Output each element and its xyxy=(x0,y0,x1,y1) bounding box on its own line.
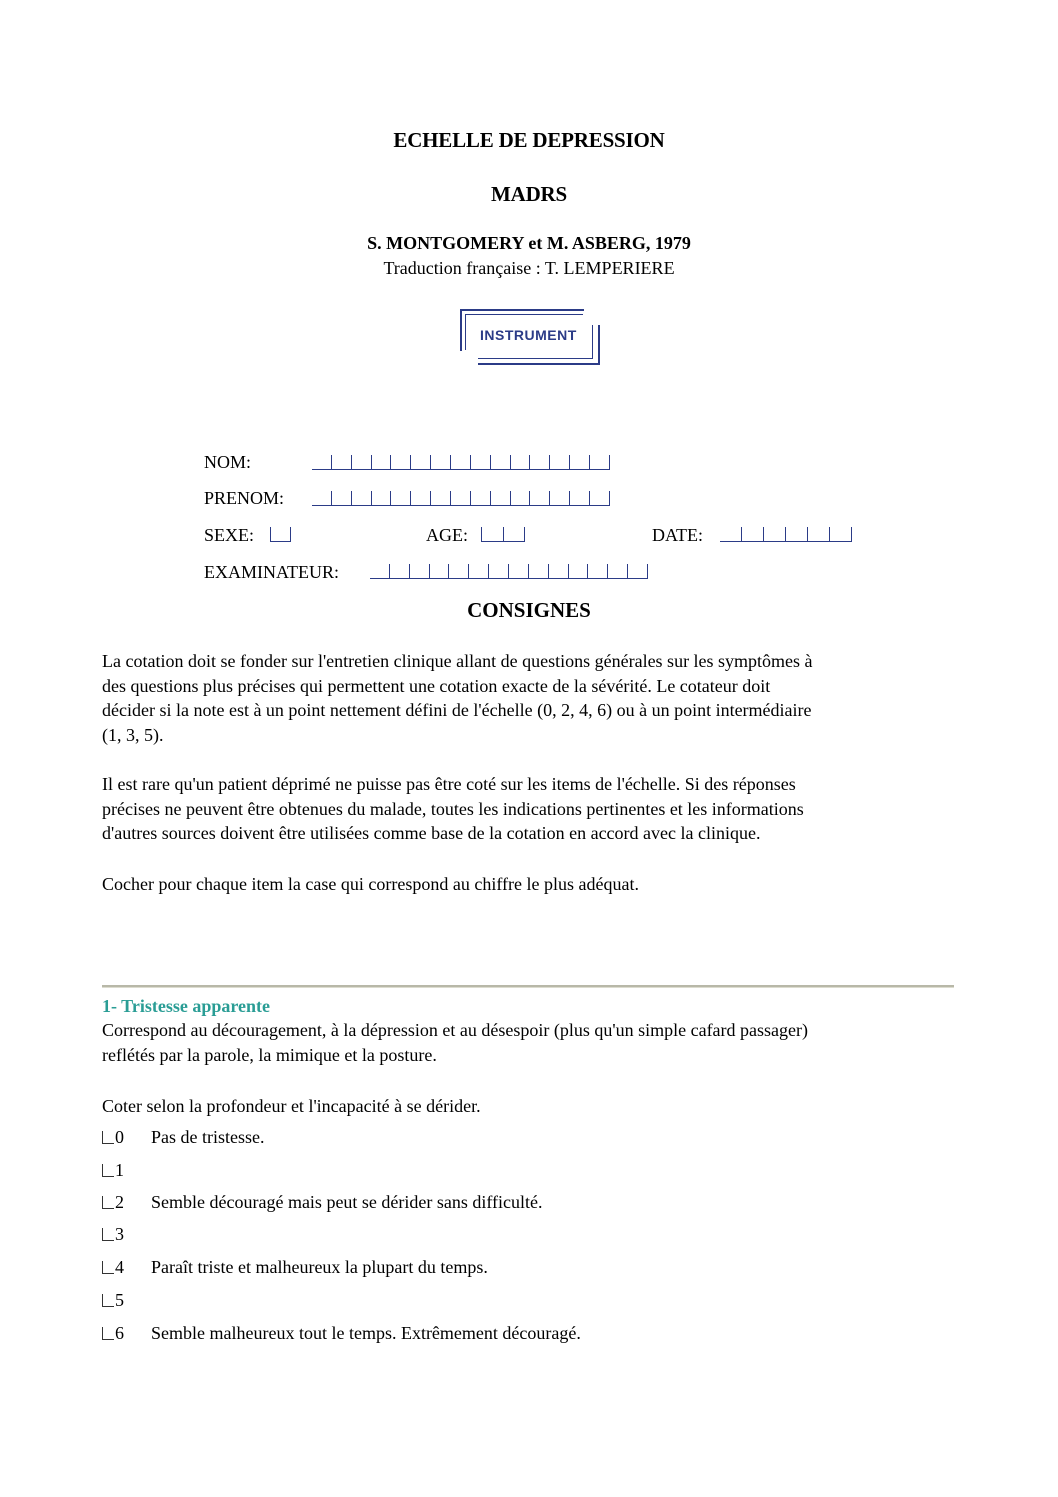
examinateur-field[interactable] xyxy=(370,564,648,579)
item-title: 1- Tristesse apparente xyxy=(102,996,270,1016)
nom-field[interactable] xyxy=(312,455,610,470)
date-label: DATE: xyxy=(652,525,703,545)
option-number: 2 xyxy=(115,1192,124,1212)
text-line: La cotation doit se fonder sur l'entretien clinique allant de questions générales sur les symptômes à xyxy=(102,651,813,671)
option-number: 5 xyxy=(115,1290,124,1310)
checkbox[interactable] xyxy=(102,1228,114,1241)
translation-credit: Traduction française : T. LEMPERIERE xyxy=(383,258,675,278)
option-text: Semble malheureux tout le temps. Extrêmement découragé. xyxy=(151,1323,581,1343)
prenom-label: PRENOM: xyxy=(204,488,285,508)
consignes-paragraph-2 xyxy=(102,772,962,846)
age-field[interactable] xyxy=(481,527,525,542)
text-line: d'autres sources doivent être utilisées comme base de la cotation en accord avec la clinique. xyxy=(102,823,761,843)
date-field[interactable] xyxy=(720,527,852,542)
scale-name: MADRS xyxy=(491,182,567,206)
logo-text: INSTRUMENT xyxy=(480,327,577,343)
consignes-heading: CONSIGNES xyxy=(467,598,591,622)
checkbox[interactable] xyxy=(102,1196,114,1209)
option-number: 3 xyxy=(115,1224,124,1244)
age-label: AGE: xyxy=(426,525,468,545)
section-divider xyxy=(102,985,954,987)
option-6[interactable] xyxy=(102,1320,581,1344)
option-number: 6 xyxy=(115,1323,124,1343)
prenom-field[interactable] xyxy=(312,491,610,506)
checkbox[interactable] xyxy=(102,1131,114,1144)
option-3[interactable] xyxy=(102,1221,151,1245)
text-line: décider si la note est à un point nettement défini de l'échelle (0, 2, 4, 6) ou à un point intermédiaire xyxy=(102,700,812,720)
option-1[interactable] xyxy=(102,1157,151,1181)
option-2[interactable] xyxy=(102,1189,543,1213)
item-description xyxy=(102,1018,962,1067)
document-title: ECHELLE DE DEPRESSION xyxy=(393,128,665,152)
text-line: précises ne peuvent être obtenues du malade, toutes les indications pertinentes et les informations xyxy=(102,798,804,819)
checkbox[interactable] xyxy=(102,1164,114,1177)
text-line: reflétés par la parole, la mimique et la posture. xyxy=(102,1044,437,1065)
sexe-field[interactable] xyxy=(270,527,291,542)
option-text: Paraît triste et malheureux la plupart du temps. xyxy=(151,1257,488,1277)
text-line: Correspond au découragement, à la dépression et au désespoir (plus qu'un simple cafard passager) xyxy=(102,1020,809,1040)
item-instruction: Coter selon la profondeur et l'incapacité à se dérider. xyxy=(102,1096,481,1116)
text-line: (1, 3, 5). xyxy=(102,724,164,745)
option-number: 1 xyxy=(115,1160,124,1180)
examinateur-label: EXAMINATEUR: xyxy=(204,562,339,582)
option-text: Semble découragé mais peut se dérider sans difficulté. xyxy=(151,1192,543,1212)
authors: S. MONTGOMERY et M. ASBERG, 1979 xyxy=(367,233,691,253)
text-line: des questions plus précises qui permettent une cotation exacte de la sévérité. Le cotateur doit xyxy=(102,675,771,696)
option-number: 0 xyxy=(115,1127,124,1147)
checkbox[interactable] xyxy=(102,1294,114,1307)
option-4[interactable] xyxy=(102,1254,488,1278)
instrument-logo xyxy=(460,309,600,365)
text-line: Il est rare qu'un patient déprimé ne puisse pas être coté sur les items de l'échelle. Si des réponses xyxy=(102,774,796,794)
consignes-paragraph-3: Cocher pour chaque item la case qui correspond au chiffre le plus adéquat. xyxy=(102,874,639,894)
sexe-label: SEXE: xyxy=(204,525,255,545)
checkbox[interactable] xyxy=(102,1327,114,1340)
option-5[interactable] xyxy=(102,1287,151,1311)
nom-label: NOM: xyxy=(204,452,252,472)
checkbox[interactable] xyxy=(102,1261,114,1274)
option-text: Pas de tristesse. xyxy=(151,1127,265,1147)
option-0[interactable] xyxy=(102,1124,264,1148)
consignes-paragraph-1 xyxy=(102,649,962,747)
option-number: 4 xyxy=(115,1257,124,1277)
